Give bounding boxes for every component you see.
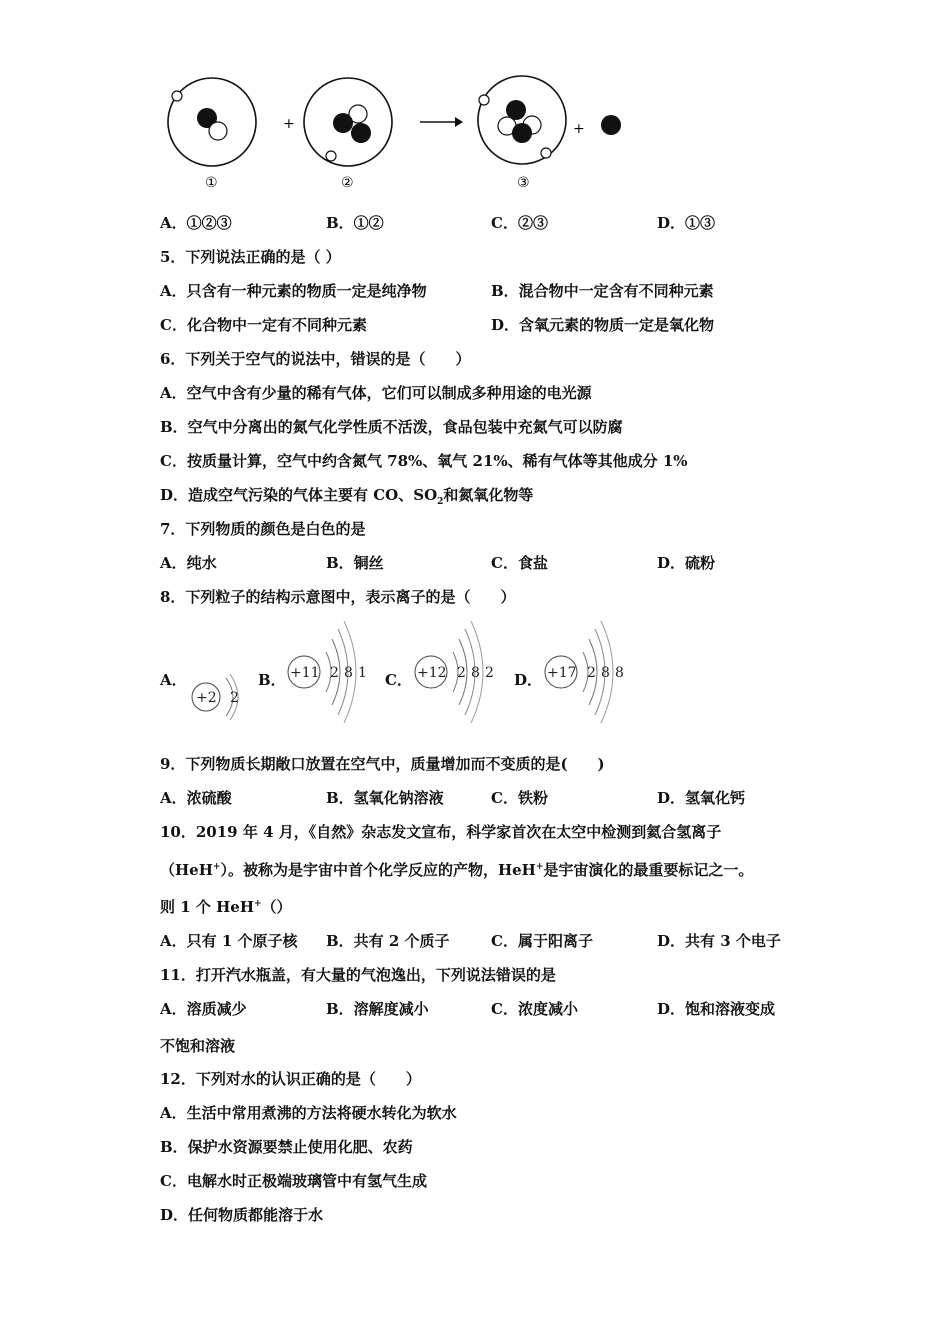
electron-count: 2 [587, 665, 596, 681]
q12-stem: 12．下列对水的认识正确的是（ ） [160, 1070, 421, 1088]
electron-count: 8 [601, 665, 610, 681]
q10-option-d[interactable]: D．共有 3 个电子 [657, 932, 781, 950]
q6-option-d-tail: 和氮氧化物等 [443, 486, 534, 504]
q11-stem: 11．打开汽水瓶盖，有大量的气泡逸出，下列说法错误的是 [160, 966, 556, 984]
q6-option-b[interactable]: B．空气中分离出的氮气化学性质不活泼，食品包装中充氮气可以防腐 [160, 418, 623, 436]
q5-option-a[interactable]: A．只含有一种元素的物质一定是纯净物 [160, 282, 427, 300]
q11-option-c[interactable]: C．浓度减小 [491, 1000, 578, 1018]
q8-option-c[interactable]: C． [385, 671, 412, 689]
atom-diagram-c [413, 617, 497, 725]
q5-option-d[interactable]: D．含氧元素的物质一定是氧化物 [491, 316, 715, 334]
q7-option-c[interactable]: C．食盐 [491, 554, 548, 572]
q10-option-b[interactable]: B．共有 2 个质子 [326, 932, 450, 950]
q12-option-b[interactable]: B．保护水资源要禁止使用化肥、农药 [160, 1138, 413, 1156]
electron-count: 8 [344, 665, 353, 681]
q10-option-c[interactable]: C．属于阳离子 [491, 932, 593, 950]
q4-option-c[interactable]: C．②③ [491, 214, 548, 232]
electron-count: 2 [230, 690, 239, 706]
electron-count: 1 [358, 665, 367, 681]
plus-sign: + [283, 116, 295, 132]
molecule-1 [168, 78, 256, 166]
electron-count: 2 [485, 665, 494, 681]
q6-stem: 6．下列关于空气的说法中，错误的是（ ） [160, 350, 471, 368]
q8-stem: 8．下列粒子的结构示意图中，表示离子的是（ ） [160, 588, 516, 606]
q8-option-a[interactable]: A． [160, 671, 187, 689]
q12-option-c[interactable]: C．电解水时正极端玻璃管中有氢气生成 [160, 1172, 427, 1190]
molecule-2 [304, 78, 392, 166]
label-1: ① [205, 175, 218, 191]
reaction-arrow [420, 117, 463, 127]
q6-option-d-text: D．造成空气污染的气体主要有 CO、SO [160, 486, 438, 504]
atom-diagram-d [543, 617, 627, 725]
q12-option-d[interactable]: D．任何物质都能溶于水 [160, 1206, 324, 1224]
q11-option-d-wrap: 不饱和溶液 [160, 1037, 236, 1055]
q7-option-d[interactable]: D．硫粉 [657, 554, 716, 572]
q6-option-c[interactable]: C．按质量计算，空气中约含氮气 78%、氧气 21%、稀有气体等其他成分 1% [160, 452, 688, 470]
q10-stem-line2 [160, 859, 753, 880]
q9-option-d[interactable]: D．氢氧化钙 [657, 789, 746, 807]
nucleus-label: +11 [290, 665, 320, 681]
q7-option-b[interactable]: B．铜丝 [326, 554, 384, 572]
atom-diagram-a [186, 670, 242, 724]
atom-product [601, 115, 621, 135]
label-3: ③ [517, 175, 530, 191]
q10-text: （HeH [160, 861, 213, 879]
q7-stem: 7．下列物质的颜色是白色的是 [160, 520, 366, 538]
q4-option-d[interactable]: D．①③ [657, 214, 716, 232]
superscript-plus: + [212, 862, 221, 872]
q11-option-a[interactable]: A．溶质减少 [160, 1000, 247, 1018]
electron-count: 8 [615, 665, 624, 681]
q12-option-a[interactable]: A．生活中常用煮沸的方法将硬水转化为软水 [160, 1104, 457, 1122]
q8-option-b[interactable]: B． [258, 671, 286, 689]
q10-text: ）。被称为是宇宙中首个化学反应的产物，HeH [220, 861, 536, 879]
q9-option-a[interactable]: A．浓硫酸 [160, 789, 232, 807]
q8-option-d[interactable]: D． [514, 671, 543, 689]
q10-text: 是宇宙演化的最重要标记之一。 [543, 861, 754, 879]
atom-diagram-b [286, 617, 370, 725]
molecule-3 [478, 76, 566, 164]
q10-text: 则 1 个 HeH [160, 898, 254, 916]
q6-option-d[interactable] [160, 484, 533, 507]
q10-stem-line3 [160, 896, 292, 917]
nucleus-label: +17 [547, 665, 577, 681]
plus-sign: + [573, 121, 585, 137]
q4-option-b[interactable]: B．①② [326, 214, 384, 232]
q10-stem-line1: 10．2019 年 4 月，《自然》杂志发文宣布，科学家首次在太空中检测到氦合氢离子 [160, 823, 722, 841]
q9-stem: 9．下列物质长期敞口放置在空气中，质量增加而不变质的是( ) [160, 755, 605, 773]
q9-option-c[interactable]: C．铁粉 [491, 789, 548, 807]
q7-option-a[interactable]: A．纯水 [160, 554, 217, 572]
label-2: ② [341, 175, 354, 191]
q6-option-a[interactable]: A．空气中含有少量的稀有气体，它们可以制成多种用途的电光源 [160, 384, 592, 402]
superscript-plus: + [254, 899, 262, 909]
subscript-2: 2 [437, 497, 444, 507]
q5-option-c[interactable]: C．化合物中一定有不同种元素 [160, 316, 367, 334]
q11-option-b[interactable]: B．溶解度减小 [326, 1000, 429, 1018]
q5-option-b[interactable]: B．混合物中一定含有不同种元素 [491, 282, 714, 300]
electron-count: 8 [471, 665, 480, 681]
electron-count: 2 [457, 665, 466, 681]
electron-count: 2 [330, 665, 339, 681]
superscript-plus: + [535, 862, 544, 872]
q10-option-a[interactable]: A．只有 1 个原子核 [160, 932, 298, 950]
q4-option-a[interactable]: A．①②③ [160, 214, 232, 232]
q11-option-d[interactable]: D．饱和溶液变成 [657, 1000, 776, 1018]
nucleus-label: +12 [417, 665, 447, 681]
q9-option-b[interactable]: B．氢氧化钠溶液 [326, 789, 444, 807]
q10-text: （） [261, 898, 292, 916]
reaction-diagram [150, 70, 650, 195]
q5-stem: 5．下列说法正确的是（ ） [160, 248, 341, 266]
nucleus-label: +2 [196, 690, 217, 706]
